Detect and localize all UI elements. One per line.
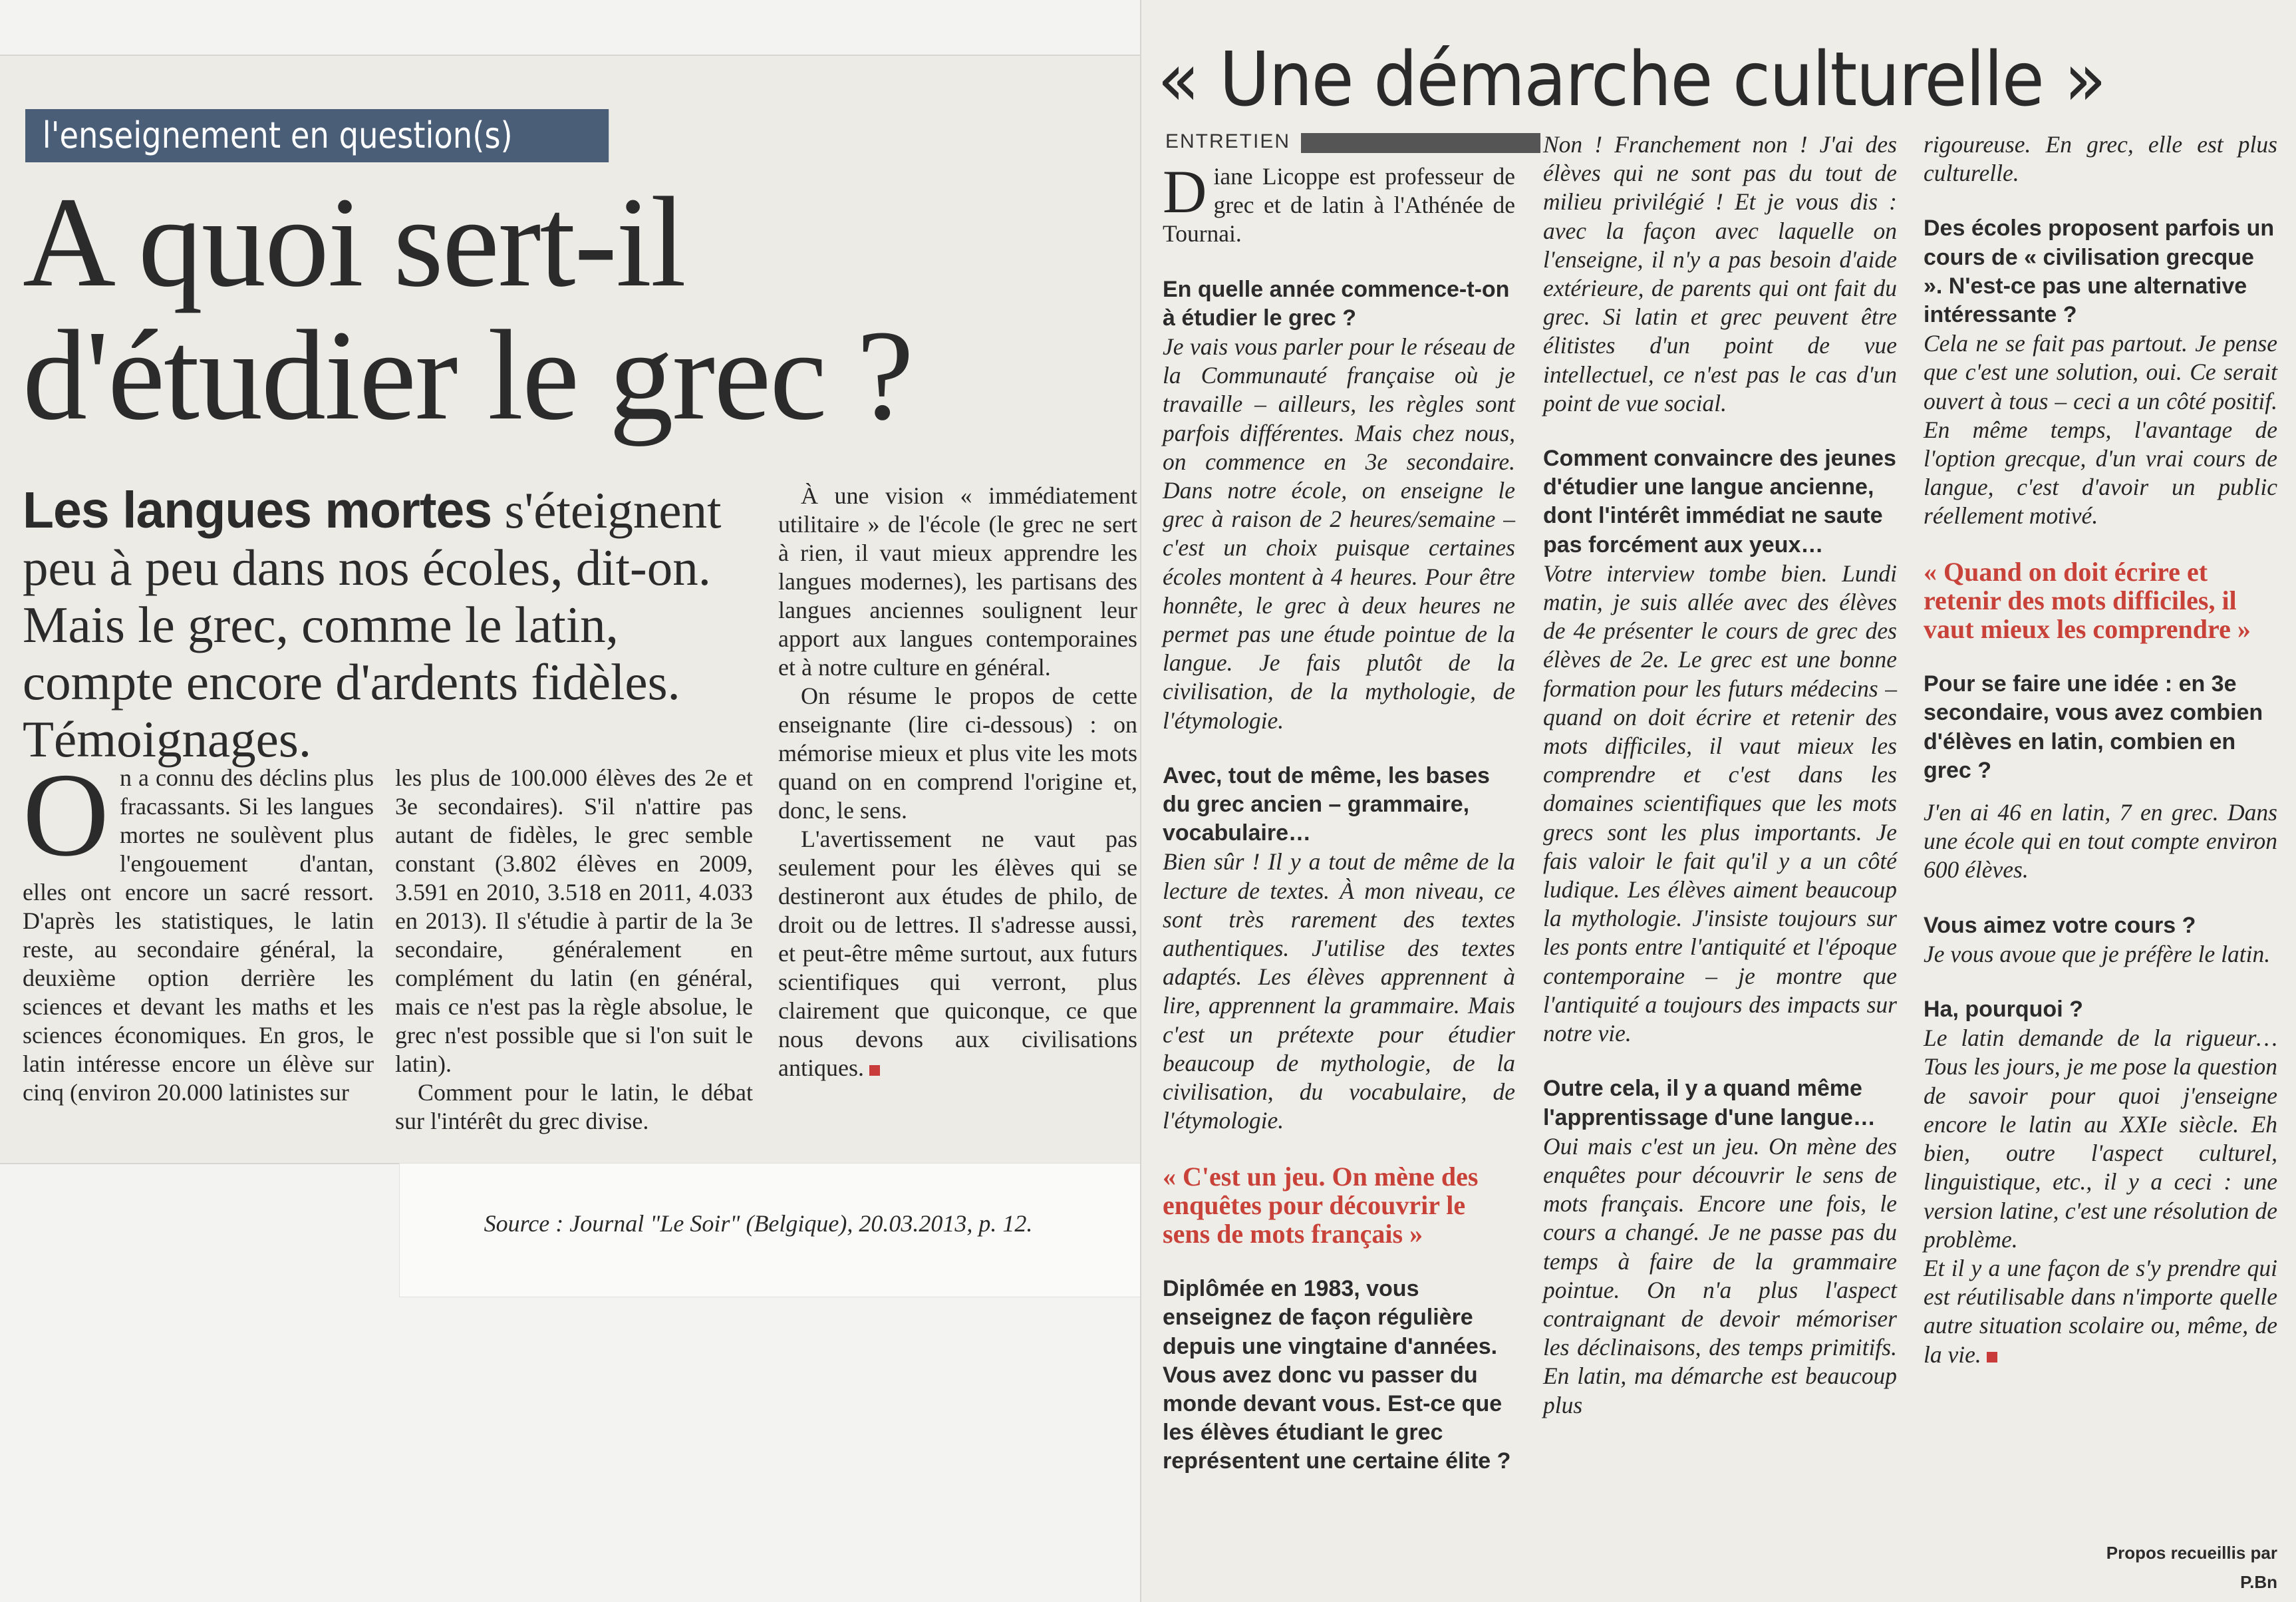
answer-4: Votre interview tombe bien. Lundi matin, je suis allée avec des élèves de 4e présenter le cours de grec des élèves de 2e. Le grec est une bonne formation pour les futurs médecins – quand on doit écrire et retenir des mots difficiles, il vaut mieux les comprendre et c'est dans les domaines scientifiques que les mots grecs sont les plus importants. Je fais valoir le fait qu'il y a un côté ludique. Les élèves aiment beaucoup la mythologie. J'insiste toujours sur les ponts entre l'antiquité et l'époque contemporaine – je montre que l'antiquité a toujours des impacts sur notre vie. xyxy=(1543,560,1897,1047)
answer-1: Je vais vous parler pour le réseau de la Communauté française où je travaille – ailleurs, les règles sont parfois différentes. Mais chez nous, on commence en 3e secondaire. Dans notre école, on enseigne le grec à raison de 2 heures/semaine – c'est un choix puisque certaines écoles montent à 4 heures. Pour être honnête, le grec à deux heures ne permet pas une étude pointue de la langue. Je fais plutôt de la civilisation, de la mythologie, de l'étymologie. xyxy=(1163,333,1515,734)
end-mark-icon xyxy=(869,1065,880,1076)
interview-drop-cap: D xyxy=(1163,158,1207,226)
pull-quote-1: « C'est un jeu. On mène des enquêtes pour découvrir le sens de mots français » xyxy=(1163,1161,1479,1249)
column-3-paragraph-3-text: L'avertissement ne vaut pas seulement pour les élèves qui se destineront aux études de philo, de droit ou de lettres. Il s'adresse aussi, et peut-être même surtout, aux futurs scientifiques qui verront, plus clairement que quiconque, ce que nous devons aux civilisations antiques. xyxy=(778,826,1137,1081)
column-2-paragraph-2: Comment pour le latin, le débat sur l'intérêt du grec divise. xyxy=(395,1079,753,1134)
question-9: Ha, pourquoi ? xyxy=(1924,997,2083,1023)
question-3: Diplômée en 1983, vous enseignez de façon régulière depuis une vingtaine d'années. Vous avez donc vu passer du monde devant vous. Est-ce que les élèves étudiant le grec représentent une certaine élite ? xyxy=(1163,1276,1511,1474)
rubric-label: ENTRETIEN xyxy=(1165,130,1291,152)
column-3-paragraph-2: On résume le propos de cette enseignante (lire ci-dessous) : on mémorise mieux et plus vite les mots quand on en comprend l'origine et, donc, le sens. xyxy=(778,683,1137,824)
interview-column-1 xyxy=(1163,158,1515,1476)
article-column-2 xyxy=(395,764,753,1136)
column-3-paragraph-1: À une vision « immédiatement utilitaire » de l'école (le grec ne sert à rien, il vaut mieux apprendre les langues modernes), les partisans des langues anciennes soulignent leur apport aux langues contemporaines et à notre culture en général. xyxy=(778,482,1137,681)
question-6: Des écoles proposent parfois un cours de « civilisation grecque ». N'est-ce pas une alternative intéressante ? xyxy=(1924,216,2275,328)
question-5: Outre cela, il y a quand même l'apprentissage d'une langue… xyxy=(1543,1076,1876,1130)
article-column-1 xyxy=(23,748,374,1107)
answer-6: Cela ne se fait pas partout. Je pense que c'est une solution, oui. Ce serait ouvert à tous – ceci a un côté positif. En même temps, l'avantage de l'option grecque, d'un vrai cours de langue, c'est d'avoir un public réellement motivé. xyxy=(1924,330,2277,530)
answer-9-continued-text: Et il y a une façon de s'y prendre qui est réutilisable dans n'importe quelle autre situation scolaire ou, même, de la vie. xyxy=(1924,1254,2277,1368)
credit-line-1: Propos recueillis par xyxy=(2106,1543,2277,1563)
article-column-3 xyxy=(778,482,1137,1082)
answer-5: Oui mais c'est un jeu. On mène des enquêtes pour découvrir le sens de mots français. Encore une fois, le cours a changé. Je ne passe pas du temps à faire de la grammaire pointue. On n'a plus l'aspect contraignant de devoir mémoriser les déclinaisons, des temps primitifs. En latin, ma démarche est beaucoup plus xyxy=(1543,1132,1897,1418)
answer-3: Non ! Franchement non ! J'ai des élèves qui ne sont pas du tout de milieu privilégié ! Et je vous dis : avec la façon avec laquelle on l'enseigne, il n'y a pas besoin d'aide extérieure, de parents qui ont fait du grec. Si latin et grec peuvent être élitistes d'un point de vue intellectuel, ce n'est pas le cas d'un point de vue social. xyxy=(1543,131,1897,416)
headline xyxy=(23,170,1140,446)
headline-line-1: A quoi sert-il xyxy=(23,170,685,313)
column-1-text: n a connu des déclins plus fracassants. Si les langues mortes ne soulèvent plus l'engouement d'antan, elles ont encore un sacré ressort. D'après les statistiques, le latin reste, au secondaire général, la deuxième option derrière les sciences et devant les maths et les sciences économiques. En gros, le latin intéresse encore un élève sur cinq (environ 20.000 latinistes sur xyxy=(23,764,374,1106)
drop-cap: O xyxy=(23,748,109,881)
answer-2: Bien sûr ! Il y a tout de même de la lecture de textes. À mon niveau, ce sont très rarement des textes authentiques. J'utilise des textes adaptés. Les élèves apprennent à lire, apprennent la grammaire. Mais c'est un prétexte pour étudier beaucoup de mythologie, de la civilisation, du vocabulaire, de l'étymologie. xyxy=(1163,848,1515,1134)
answer-9: Le latin demande de la rigueur… Tous les jours, je me pose la question de savoir pour quoi j'enseigne encore le latin au XXIe siècle. Eh bien, outre l'aspect culturel, linguistique, etc., il y a ceci : une version latine, c'est une résolution de problème. xyxy=(1924,1025,2277,1253)
answer-9-continued xyxy=(1924,1254,2277,1369)
question-4: Comment convaincre des jeunes d'étudier une langue ancienne, dont l'intérêt immédiat ne saute pas forcément aux yeux… xyxy=(1543,446,1896,558)
question-7: Pour se faire une idée : en 3e secondaire, vous avez combien d'élèves en latin, combien en grec ? xyxy=(1924,671,2263,783)
interview-column-2 xyxy=(1543,130,1897,1420)
interview-intro: iane Licoppe est professeur de grec et de latin à l'Athénée de Tournai. xyxy=(1163,163,1515,247)
source-caption: Source : Journal "Le Soir" (Belgique), 20.03.2013, p. 12. xyxy=(484,1210,1033,1237)
lede xyxy=(23,482,754,768)
rubric-bar xyxy=(1301,133,1540,153)
pull-quote-2: « Quand on doit écrire et retenir des mots difficiles, il vaut mieux les comprendre » xyxy=(1924,556,2251,645)
answer-7: J'en ai 46 en latin, 7 en grec. Dans une école qui en tout compte environ 600 élèves. xyxy=(1924,799,2277,883)
interview-title: « Une démarche culturelle » xyxy=(1157,37,2106,123)
end-mark-icon xyxy=(1987,1352,1997,1362)
interview-credit xyxy=(1995,1538,2277,1597)
answer-5-continued: rigoureuse. En grec, elle est plus culturelle. xyxy=(1924,131,2277,187)
question-8: Vous aimez votre cours ? xyxy=(1924,912,2196,938)
interview-column-3 xyxy=(1924,130,2277,1369)
lede-text: s'éteignent peu à peu dans nos écoles, dit-on. Mais le grec, comme le latin, compte encore d'ardents fidèles. Témoignages. xyxy=(23,482,722,768)
answer-8: Je vous avoue que je préfère le latin. xyxy=(1924,940,2271,967)
headline-line-2: d'étudier le grec ? xyxy=(23,303,913,446)
question-1: En quelle année commence-t-on à étudier le grec ? xyxy=(1163,276,1510,331)
lede-bold: Les langues mortes xyxy=(23,482,492,539)
credit-line-2: P.Bn xyxy=(2240,1572,2277,1592)
question-2: Avec, tout de même, les bases du grec ancien – grammaire, vocabulaire… xyxy=(1163,762,1490,846)
section-kicker: l'enseignement en question(s) xyxy=(25,109,609,162)
left-clipping xyxy=(0,56,1141,1163)
column-2-paragraph-1: les plus de 100.000 élèves des 2e et 3e secondaires). S'il n'attire pas autant de fidèles, le grec semble constant (3.802 élèves en 2009, 3.591 en 2010, 3.518 en 2011, 4.033 en 2013). Il s'étudie à partir de la 3e secondaire, généralement en complément du latin (en général, mais ce n'est pas la règle absolue, le grec n'est possible que si l'on suit le latin). xyxy=(395,764,753,1077)
column-3-paragraph-3 xyxy=(778,825,1137,1082)
